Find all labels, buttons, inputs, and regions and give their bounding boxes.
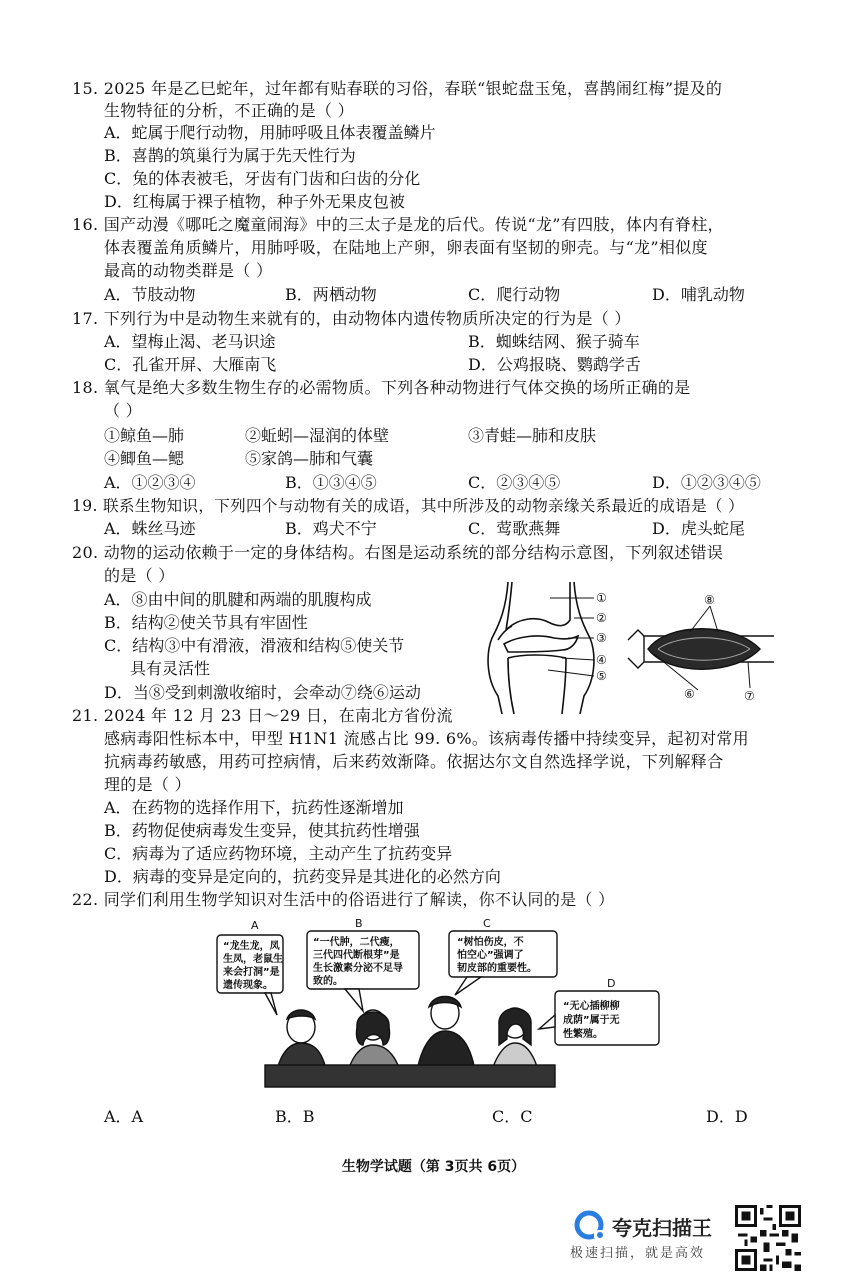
scanner-brand-slogan: 极速扫描，就是高效	[570, 1246, 706, 1261]
q21-stem-line4: 理的是（ ）	[104, 775, 191, 794]
q18-option-b: B．①③④⑤	[285, 473, 377, 492]
q15-option-a: A．蛇属于爬行动物，用肺呼吸且体表覆盖鳞片	[104, 123, 436, 142]
bubble-b-line1: “一代肿，二代瘦，	[313, 937, 400, 948]
q17-option-a: A．望梅止渴、老马识途	[104, 332, 276, 351]
bubble-b-line4: 致的。	[313, 976, 343, 987]
bubble-a-line4: 遗传现象。	[223, 980, 273, 991]
label-3: ③	[596, 631, 607, 645]
q15-option-c: C．兔的体表被毛，牙齿有门齿和臼齿的分化	[104, 169, 421, 188]
q21-stem-line3: 抗病毒药敏感，用药可控病情，后来药效渐降。依据达尔文自然选择学说，下列解释合	[104, 752, 724, 771]
q19-option-b: B．鸡犬不宁	[285, 519, 377, 538]
q17-option-d: D．公鸡报晓、鹦鹉学舌	[468, 355, 641, 374]
bubble-a-tag: A	[251, 919, 259, 932]
q18-item-2: ②蚯蚓—湿润的体壁	[245, 426, 390, 445]
label-2: ②	[596, 611, 607, 625]
q18-option-c: C．②③④⑤	[468, 473, 561, 492]
page-footer: 生物学试题（第 3页共 6页）	[341, 1159, 526, 1175]
q18-stem-line2: （ ）	[104, 401, 142, 420]
q20-option-d: D．当⑧受到刺激收缩时，会牵动⑦绕⑥运动	[104, 683, 421, 702]
q22-option-d: D．D	[706, 1107, 748, 1126]
q16-stem-line2: 体表覆盖角质鳞片，用肺呼吸，在陆地上产卵，卵表面有坚韧的卵壳。与“龙”相似度	[104, 238, 708, 257]
q22-option-b: B．B	[275, 1107, 315, 1126]
q18-stem-line1: 18. 氧气是绝大多数生物生存的必需物质。下列各种动物进行气体交换的场所正确的是	[72, 378, 691, 397]
q22-option-c: C．C	[492, 1107, 533, 1126]
q16-stem-line1: 16. 国产动漫《哪吒之魔童闹海》中的三太子是龙的后代。传说“龙”有四肢，体内有脊柱，	[72, 215, 724, 234]
q18-item-4: ④鲫鱼—鳃	[104, 449, 185, 468]
q21-stem-line1: 21. 2024 年 12 月 23 日～29 日，在南北方省份流	[72, 706, 453, 725]
q19-option-d: D．虎头蛇尾	[652, 519, 745, 538]
q20-option-c-cont: 具有灵活性	[130, 659, 211, 678]
scanner-brand-name: 夸克扫描王	[612, 1216, 712, 1240]
label-7: ⑦	[744, 689, 755, 703]
bubble-d-tag: D	[607, 977, 616, 990]
q16-option-a: A．节肢动物	[104, 285, 196, 304]
label-8: ⑧	[704, 593, 715, 607]
label-4: ④	[596, 653, 607, 667]
q21-option-c: C．病毒为了适应药物环境，主动产生了抗药变异	[104, 844, 453, 863]
q15-stem-line1: 15. 2025 年是乙巳蛇年，过年都有贴春联的习俗，春联“银蛇盘玉兔，喜鹊闹红梅”提及的	[72, 79, 723, 98]
q18-item-1: ①鲸鱼—肺	[104, 426, 185, 445]
q17-stem-line1: 17. 下列行为中是动物生来就有的，由动物体内遗传物质所决定的行为是（ ）	[72, 309, 631, 328]
q21-option-d: D．病毒的变异是定向的，抗药变异是其进化的必然方向	[104, 867, 501, 886]
label-5: ⑤	[596, 669, 607, 683]
q20-stem-line2: 的是（ ）	[104, 566, 175, 585]
bubble-a-line1: “龙生龙，凤	[223, 941, 280, 952]
bubble-c-tag: C	[483, 917, 491, 930]
bubble-b-line3: 生长激素分泌不足导	[313, 963, 403, 974]
bubble-c-line3: 韧皮部的重要性。	[457, 963, 537, 974]
joint-diagram	[488, 582, 594, 714]
q16-stem-line3: 最高的动物类群是（ ）	[104, 261, 273, 280]
q16-option-b: B．两栖动物	[285, 285, 377, 304]
q21-option-b: B．药物促使病毒发生变异，使其抗药性增强	[104, 821, 420, 840]
q19-stem-line1: 19. 联系生物知识，下列四个与动物有关的成语，其中所涉及的动物亲缘关系最近的成语是（ ）	[72, 497, 744, 515]
bubble-a-line3: 来会打洞”是	[223, 967, 280, 978]
q18-option-d: D．①②③④⑤	[652, 473, 761, 492]
bubble-d-line1: “无心插柳柳	[563, 1001, 620, 1012]
q19-option-c: C．莺歌燕舞	[468, 519, 561, 538]
scanner-logo-icon	[572, 1210, 606, 1240]
q15-option-d: D．红梅属于裸子植物，种子外无果皮包被	[104, 192, 405, 211]
q18-option-a: A．①②③④	[104, 473, 196, 492]
table	[265, 1065, 555, 1087]
skeletal-muscle	[628, 629, 774, 670]
label-6: ⑥	[684, 687, 695, 701]
q18-item-3: ③青蛙—肺和皮肤	[468, 426, 597, 445]
q21-option-a: A．在药物的选择作用下，抗药性逐渐增加	[104, 798, 404, 817]
q15-stem-line2: 生物特征的分析，不正确的是（ ）	[104, 101, 354, 120]
q15-option-b: B．喜鹊的筑巢行为属于先天性行为	[104, 146, 356, 165]
scanner-watermark	[570, 1208, 740, 1268]
q22-stem-line1: 22. 同学们利用生物学知识对生活中的俗语进行了解读，你不认同的是（ ）	[72, 890, 615, 909]
label-1: ①	[596, 591, 607, 605]
qr-code-icon	[735, 1205, 801, 1271]
q16-option-c: C．爬行动物	[468, 285, 561, 304]
q20-option-a: A．⑧由中间的肌腱和两端的肌腹构成	[104, 590, 372, 609]
bubble-b-tag: B	[355, 917, 363, 930]
bubble-d-line2: 成荫”属于无	[563, 1015, 620, 1026]
q17-option-b: B．蜘蛛结网、猴子骑车	[468, 332, 640, 351]
bubble-c-line2: 怕空心”强调了	[457, 950, 524, 961]
q20-stem-line1: 20. 动物的运动依赖于一定的身体结构。右图是运动系统的部分结构示意图，下列叙述错误	[72, 543, 724, 562]
bubble-b-line2: 三代四代断根芽”是	[313, 950, 400, 961]
q22-option-a: A．A	[104, 1107, 144, 1126]
q20-option-c: C．结构③中有滑液，滑液和结构⑤使关节	[104, 636, 405, 655]
bubble-c-line1: “树怕伤皮，不	[457, 937, 524, 948]
bubble-a-line2: 生凤，老鼠生	[223, 954, 283, 965]
q18-item-5: ⑤家鸽—肺和气囊	[245, 449, 374, 468]
q16-option-d: D．哺乳动物	[652, 285, 745, 304]
proverb-cartoon	[205, 915, 665, 1090]
q19-option-a: A．蛛丝马迹	[104, 519, 196, 538]
q20-option-b: B．结构②使关节具有牢固性	[104, 613, 308, 632]
q17-option-c: C．孔雀开屏、大雁南飞	[104, 355, 277, 374]
bubble-d-line3: 性繁殖。	[563, 1029, 603, 1040]
movement-system-diagram	[478, 578, 778, 718]
q21-stem-line2: 感病毒阳性标本中，甲型 H1N1 流感占比 99. 6%。该病毒传播中持续变异，起初对常用	[104, 729, 749, 748]
